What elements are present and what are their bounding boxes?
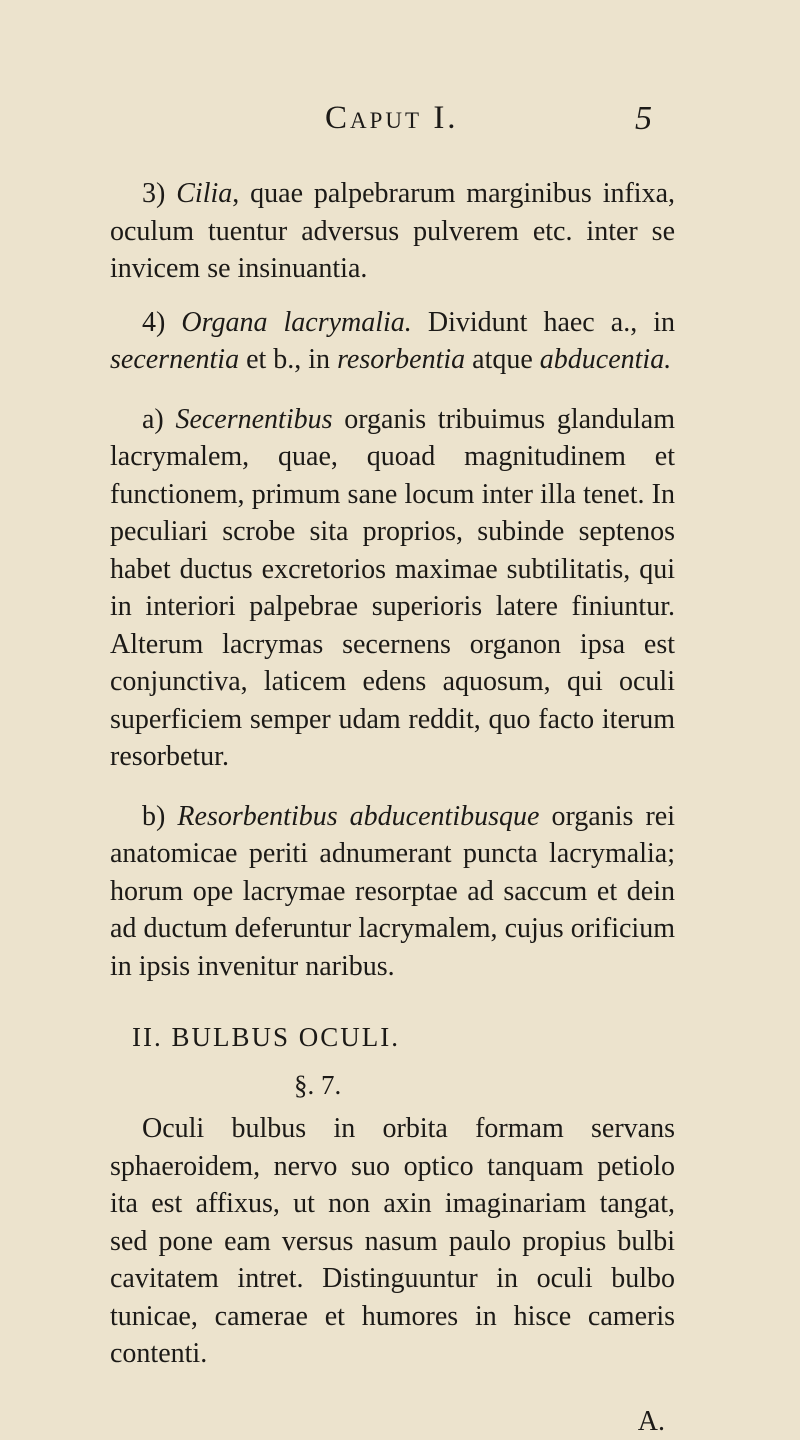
item-number: 3) (142, 178, 165, 209)
item-text: , quae palpebrarum marginibus infixa, oculum tuentur adversus pulverem etc. inter se invicem se insinuantia. (110, 178, 675, 284)
paragraph-item-b (110, 798, 675, 986)
item-term-resorbentia: resorbentia (337, 344, 465, 375)
item-text: organis rei anatomicae periti adnumerant puncta lacrymalia; horum ope lacrymae resorptae ad saccum et dein ad ductum deferuntur lacrymalem, cujus orificium in ipsis invenitur naribus. (110, 801, 675, 982)
item-term: Secernentibus (175, 404, 332, 435)
page-number: 5 (635, 100, 652, 138)
item-term-secernentia: secernentia (110, 344, 239, 375)
item-term: Organa lacrymalia. (181, 307, 411, 338)
paragraph-bulbus: Oculi bulbus in orbita formam servans sphaeroidem, nervo suo optico tanquam petiolo ita est affixus, ut non axin imaginariam tangat, sed pone eam versus nasum paulo propius bulbi cavitatem intret. Distinguuntur in oculi bulbo tunicae, camerae et humores in hisce cameris contenti. (110, 1110, 675, 1373)
paragraph-item-a (110, 401, 675, 776)
item-term: Resorbentibus abducentibusque (177, 801, 539, 832)
item-number: 4) (142, 307, 165, 338)
item-text: et b., in (239, 344, 337, 375)
section-paragraph-mark: §. 7. (110, 1067, 675, 1105)
item-text: Dividunt haec a., in (412, 307, 675, 338)
paragraph-item-3 (110, 175, 675, 288)
catchword: A. (110, 1403, 675, 1440)
paragraph-item-4 (110, 304, 675, 379)
chapter-title: Caput I. (325, 100, 459, 137)
item-number: a) (142, 404, 164, 435)
item-text: organis tribuimus glandulam lacrymalem, quae, quoad magnitudinem et functionem, primum sane locum inter illa tenet. In peculiari scrobe sita proprios, subinde septenos habet ductus excretorios maximae subtilitatis, qui in interiori palpebrae superioris latere finiuntur. Alterum lacrymas secernens organon ipsa est conjunctiva, laticem edens aquosum, qui oculi superficiem semper udam reddit, quo facto iterum resorbetur. (110, 404, 675, 773)
item-term-abducentia: abducentia. (540, 344, 671, 375)
running-head (110, 100, 650, 148)
section-heading: II. BULBUS OCULI. (110, 1019, 675, 1057)
item-term: Cilia (176, 178, 232, 209)
page-body (110, 175, 675, 1440)
item-text: atque (465, 344, 540, 375)
item-number: b) (142, 801, 165, 832)
